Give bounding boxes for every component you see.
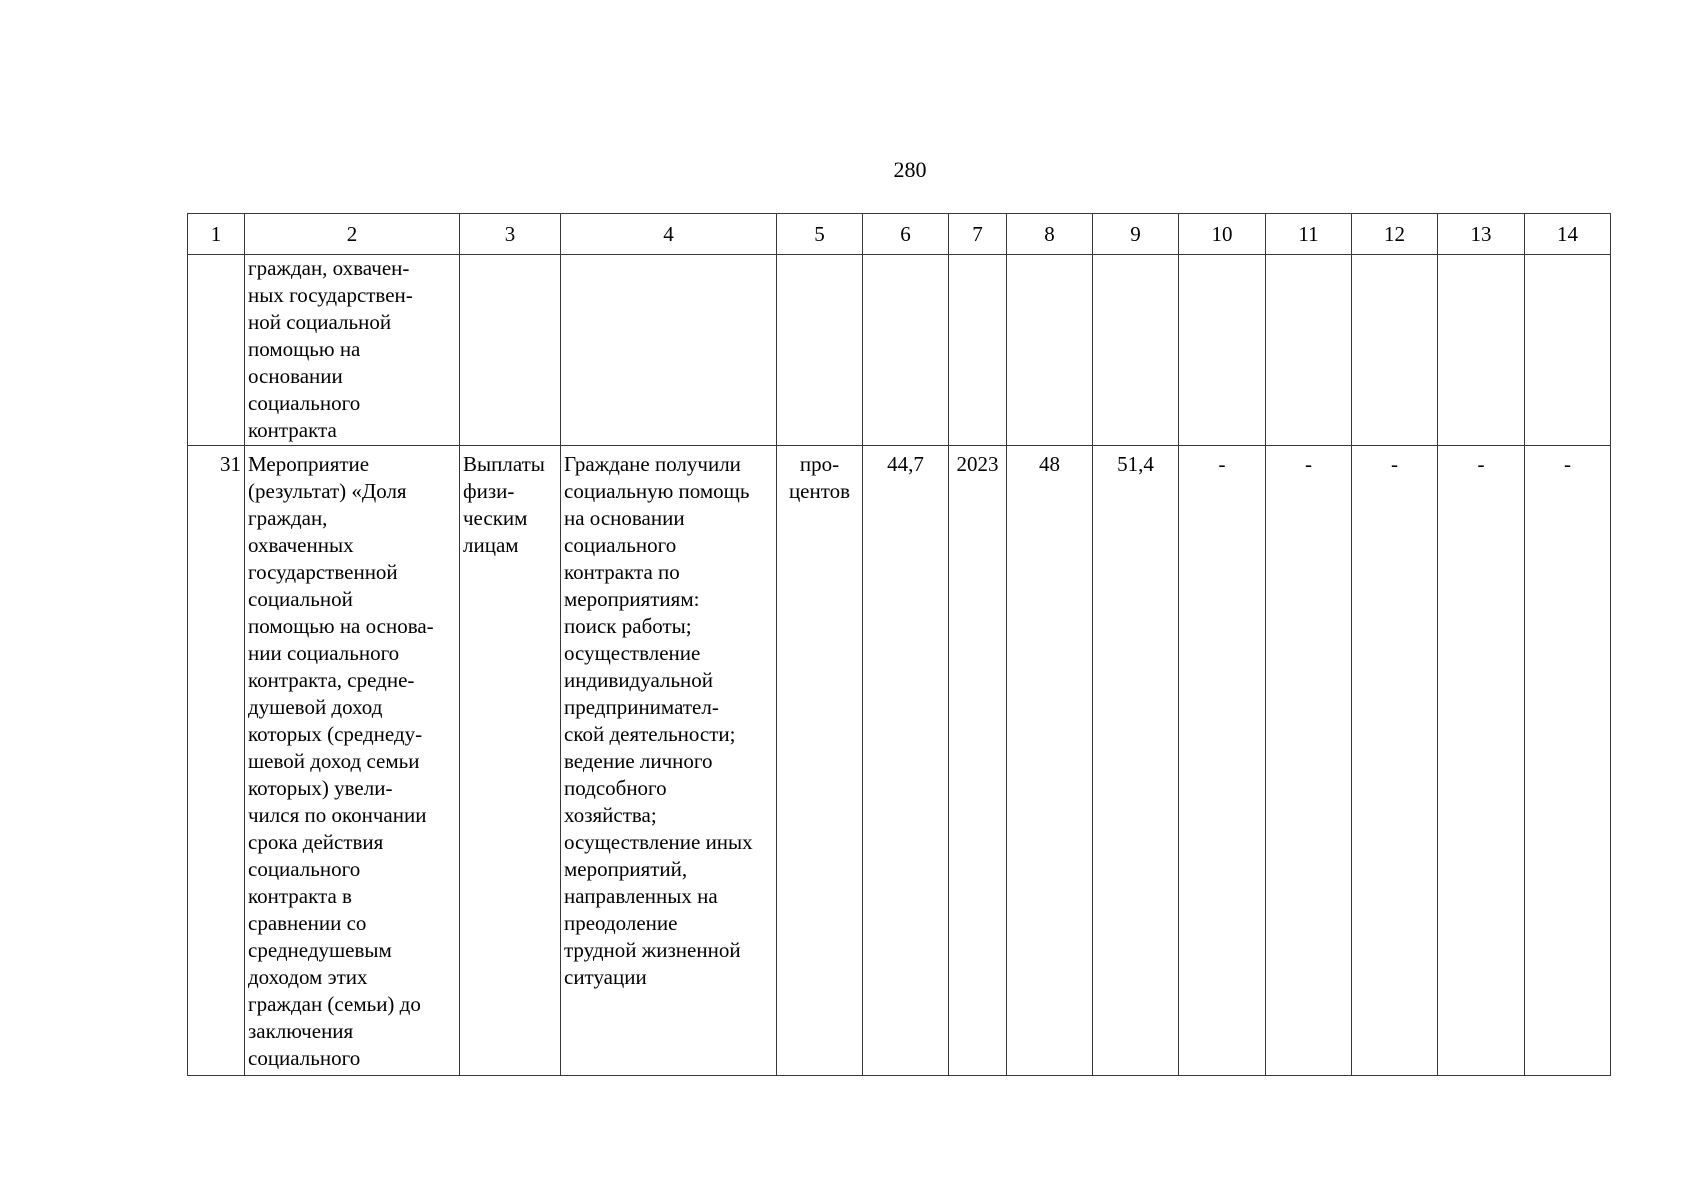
cell-value-13: -	[1438, 446, 1525, 1076]
column-number-8: 8	[1007, 214, 1093, 255]
column-number-4: 4	[561, 214, 777, 255]
cell-empty	[949, 255, 1007, 446]
column-number-11: 11	[1266, 214, 1352, 255]
cell-value-8: 48	[1007, 446, 1093, 1076]
cell-value-10: -	[1179, 446, 1266, 1076]
column-number-1: 1	[188, 214, 245, 255]
cell-unit: про- центов	[777, 446, 863, 1076]
cell-base-year: 2023	[949, 446, 1007, 1076]
cell-value-12: -	[1352, 446, 1438, 1076]
table-row-continuation	[188, 255, 1611, 446]
data-table	[187, 213, 1611, 1076]
cell-value-9: 51,4	[1093, 446, 1179, 1076]
column-number-13: 13	[1438, 214, 1525, 255]
page-number: 280	[893, 157, 927, 182]
cell-empty	[1525, 255, 1611, 446]
cell-empty	[561, 255, 777, 446]
cell-result-description: Граждане получили социальную помощь на основании социального контракта по мероприятиям: поиск работы; осуществление индивидуальной предпринимател- ской деятельности; ведение личного подсобного хозяйства; осуществление иных мероприятий, направленных на преодоление трудной жизненной ситуации	[561, 446, 777, 1076]
column-number-3: 3	[460, 214, 561, 255]
cell-indicator-continuation: граждан, охвачен- ных государствен- ной социальной помощью на основании социального контракта	[245, 255, 460, 446]
table-row-31	[188, 446, 1611, 1076]
column-number-2: 2	[245, 214, 460, 255]
cell-empty	[188, 255, 245, 446]
cell-empty	[1093, 255, 1179, 446]
cell-empty	[863, 255, 949, 446]
cell-value-11: -	[1266, 446, 1352, 1076]
table-header-row	[188, 214, 1611, 255]
cell-empty	[1352, 255, 1438, 446]
column-number-6: 6	[863, 214, 949, 255]
cell-base-value: 44,7	[863, 446, 949, 1076]
cell-value-14: -	[1525, 446, 1611, 1076]
cell-empty	[1007, 255, 1093, 446]
column-number-7: 7	[949, 214, 1007, 255]
cell-indicator-name: Мероприятие (результат) «Доля граждан, охваченных государственной социальной помощью на основа- нии социального контракта, средне- душевой доход которых (среднеду- шевой доход семьи которых) увели- чился по окончании срока действия социального контракта в сравнении со среднедушевым доходом этих граждан (семьи) до заключения социального	[245, 446, 460, 1076]
cell-empty	[1179, 255, 1266, 446]
column-number-14: 14	[1525, 214, 1611, 255]
column-number-9: 9	[1093, 214, 1179, 255]
cell-payment-type: Выплаты физи- ческим лицам	[460, 446, 561, 1076]
column-number-12: 12	[1352, 214, 1438, 255]
cell-row-number: 31	[188, 446, 245, 1076]
cell-empty	[1266, 255, 1352, 446]
column-number-10: 10	[1179, 214, 1266, 255]
cell-empty	[1438, 255, 1525, 446]
cell-empty	[460, 255, 561, 446]
cell-empty	[777, 255, 863, 446]
column-number-5: 5	[777, 214, 863, 255]
